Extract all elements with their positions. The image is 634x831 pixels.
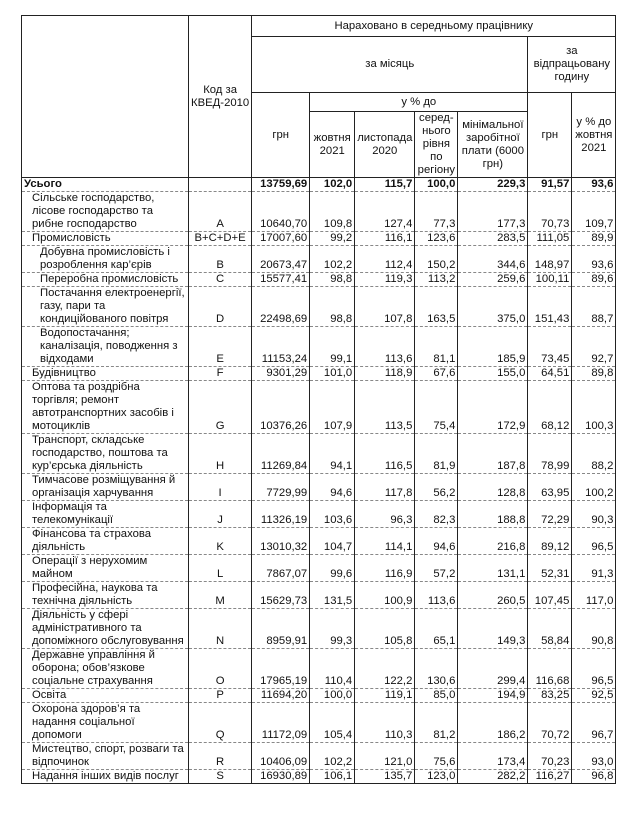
monthly-uah: 17965,19 [252,649,310,689]
hourly-uah: 100,11 [528,273,572,287]
industry-name: Будівництво [22,367,189,381]
header-oct-2021: жовтня 2021 [310,112,355,178]
pct-oct-2021: 110,4 [310,649,355,689]
pct-oct-2021: 105,4 [310,703,355,743]
industry-name: Професійна, наукова та технічна діяльність [22,582,189,609]
hourly-pct-oct-2021: 90,8 [572,609,616,649]
monthly-uah: 10376,26 [252,381,310,434]
hourly-pct-oct-2021: 89,8 [572,367,616,381]
hourly-uah: 70,73 [528,192,572,232]
pct-regional-avg: 75,4 [415,381,458,434]
pct-min-wage: 282,2 [458,770,528,784]
pct-regional-avg: 123,0 [415,770,458,784]
hourly-uah: 107,45 [528,582,572,609]
pct-regional-avg: 94,6 [415,528,458,555]
industry-name: Переробна промисловість [22,273,189,287]
table-row [22,232,616,246]
pct-nov-2020: 113,5 [355,381,415,434]
kved-code: J [189,501,252,528]
table-row [22,689,616,703]
pct-regional-avg: 77,3 [415,192,458,232]
kved-code: B+C+D+E [189,232,252,246]
pct-nov-2020: 107,8 [355,287,415,327]
table-row [22,381,616,434]
pct-min-wage: 149,3 [458,609,528,649]
industry-name: Державне управління й оборона; обов’язкове соціальне страхування [22,649,189,689]
pct-nov-2020: 115,7 [355,178,415,192]
hourly-uah: 72,29 [528,501,572,528]
pct-oct-2021: 100,0 [310,689,355,703]
pct-nov-2020: 117,8 [355,474,415,501]
header-pct-to: у % до [310,93,528,112]
header-uah: грн [252,93,310,178]
pct-min-wage: 375,0 [458,287,528,327]
header-hour-pct: у % до жовтня 2021 [572,93,616,178]
table-row [22,273,616,287]
pct-regional-avg: 85,0 [415,689,458,703]
hourly-uah: 70,72 [528,703,572,743]
industry-name: Інформація та телекомунікації [22,501,189,528]
pct-oct-2021: 101,0 [310,367,355,381]
hourly-uah: 111,05 [528,232,572,246]
pct-nov-2020: 127,4 [355,192,415,232]
kved-code: M [189,582,252,609]
hourly-uah: 58,84 [528,609,572,649]
pct-regional-avg: 100,0 [415,178,458,192]
hourly-pct-oct-2021: 90,3 [572,501,616,528]
header-code: Код за КВЕД-2010 [189,16,252,178]
pct-nov-2020: 119,1 [355,689,415,703]
pct-min-wage: 260,5 [458,582,528,609]
header-per-hour: за відпрацьовану годину [528,37,616,93]
table-row [22,555,616,582]
industry-name: Мистецтво, спорт, розваги та відпочинок [22,743,189,770]
pct-regional-avg: 81,9 [415,434,458,474]
pct-min-wage: 172,9 [458,381,528,434]
hourly-uah: 63,95 [528,474,572,501]
kved-code: K [189,528,252,555]
hourly-pct-oct-2021: 88,7 [572,287,616,327]
pct-oct-2021: 102,0 [310,178,355,192]
hourly-pct-oct-2021: 117,0 [572,582,616,609]
kved-code: F [189,367,252,381]
pct-min-wage: 173,4 [458,743,528,770]
table-row [22,367,616,381]
hourly-pct-oct-2021: 93,6 [572,246,616,273]
pct-nov-2020: 116,5 [355,434,415,474]
pct-nov-2020: 135,7 [355,770,415,784]
monthly-uah: 16930,89 [252,770,310,784]
table-row [22,528,616,555]
monthly-uah: 20673,47 [252,246,310,273]
pct-nov-2020: 113,6 [355,327,415,367]
pct-regional-avg: 75,6 [415,743,458,770]
pct-oct-2021: 99,2 [310,232,355,246]
hourly-uah: 116,68 [528,649,572,689]
pct-oct-2021: 99,1 [310,327,355,367]
pct-nov-2020: 116,1 [355,232,415,246]
pct-min-wage: 229,3 [458,178,528,192]
hourly-pct-oct-2021: 96,8 [572,770,616,784]
monthly-uah: 10406,09 [252,743,310,770]
header-hour-uah: грн [528,93,572,178]
table-row [22,434,616,474]
kved-code: R [189,743,252,770]
hourly-pct-oct-2021: 88,2 [572,434,616,474]
kved-code: I [189,474,252,501]
hourly-pct-oct-2021: 96,5 [572,528,616,555]
pct-regional-avg: 123,6 [415,232,458,246]
kved-code: C [189,273,252,287]
kved-code: L [189,555,252,582]
monthly-uah: 9301,29 [252,367,310,381]
industry-name: Операції з нерухомим майном [22,555,189,582]
pct-min-wage: 186,2 [458,703,528,743]
hourly-uah: 73,45 [528,327,572,367]
table-row [22,327,616,367]
pct-oct-2021: 99,6 [310,555,355,582]
industry-name: Добувна промисловість і розроблення кар’єрів [22,246,189,273]
hourly-uah: 70,23 [528,743,572,770]
industry-name: Постачання електроенергії, газу, пари та кондиційованого повітря [22,287,189,327]
monthly-uah: 11326,19 [252,501,310,528]
header-per-month: за місяць [252,37,528,93]
pct-min-wage: 155,0 [458,367,528,381]
hourly-uah: 52,31 [528,555,572,582]
hourly-uah: 68,12 [528,381,572,434]
header-top: Нараховано в середньому працівнику [252,16,616,37]
pct-min-wage: 128,8 [458,474,528,501]
pct-regional-avg: 56,2 [415,474,458,501]
monthly-uah: 7867,07 [252,555,310,582]
pct-nov-2020: 118,9 [355,367,415,381]
pct-nov-2020: 105,8 [355,609,415,649]
hourly-pct-oct-2021: 91,3 [572,555,616,582]
monthly-uah: 7729,99 [252,474,310,501]
kved-code: N [189,609,252,649]
pct-regional-avg: 163,5 [415,287,458,327]
monthly-uah: 15577,41 [252,273,310,287]
industry-name: Надання інших видів послуг [22,770,189,784]
kved-code: Q [189,703,252,743]
hourly-pct-oct-2021: 89,6 [572,273,616,287]
hourly-pct-oct-2021: 96,7 [572,703,616,743]
monthly-uah: 11269,84 [252,434,310,474]
table-row [22,501,616,528]
pct-oct-2021: 102,2 [310,246,355,273]
pct-min-wage: 216,8 [458,528,528,555]
pct-min-wage: 188,8 [458,501,528,528]
table-row [22,703,616,743]
pct-regional-avg: 65,1 [415,609,458,649]
hourly-pct-oct-2021: 93,6 [572,178,616,192]
kved-code: D [189,287,252,327]
pct-min-wage: 177,3 [458,192,528,232]
industry-name: Промисловість [22,232,189,246]
industry-name: Транспорт, складське господарство, поштова та кур’єрська діяльність [22,434,189,474]
pct-oct-2021: 131,5 [310,582,355,609]
monthly-uah: 11172,09 [252,703,310,743]
pct-regional-avg: 67,6 [415,367,458,381]
table-row [22,649,616,689]
pct-nov-2020: 122,2 [355,649,415,689]
table-row [22,192,616,232]
pct-min-wage: 259,6 [458,273,528,287]
hourly-pct-oct-2021: 100,2 [572,474,616,501]
pct-oct-2021: 99,3 [310,609,355,649]
kved-code: S [189,770,252,784]
monthly-uah: 11153,24 [252,327,310,367]
pct-regional-avg: 82,3 [415,501,458,528]
pct-min-wage: 344,6 [458,246,528,273]
pct-regional-avg: 113,6 [415,582,458,609]
header-industry [22,16,189,178]
hourly-uah: 116,27 [528,770,572,784]
pct-min-wage: 131,1 [458,555,528,582]
header-regional-avg: серед-нього рівня по регіону [415,112,458,178]
monthly-uah: 10640,70 [252,192,310,232]
hourly-uah: 89,12 [528,528,572,555]
pct-oct-2021: 106,1 [310,770,355,784]
pct-oct-2021: 107,9 [310,381,355,434]
kved-code: E [189,327,252,367]
industry-name: Охорона здоров’я та надання соціальної допомоги [22,703,189,743]
table-row [22,287,616,327]
pct-min-wage: 283,5 [458,232,528,246]
industry-name: Освіта [22,689,189,703]
pct-nov-2020: 110,3 [355,703,415,743]
kved-code: A [189,192,252,232]
pct-regional-avg: 113,2 [415,273,458,287]
pct-oct-2021: 102,2 [310,743,355,770]
hourly-pct-oct-2021: 92,7 [572,327,616,367]
industry-name: Сільське господарство, лісове господарство та рибне господарство [22,192,189,232]
hourly-uah: 148,97 [528,246,572,273]
pct-oct-2021: 109,8 [310,192,355,232]
monthly-uah: 17007,60 [252,232,310,246]
pct-min-wage: 187,8 [458,434,528,474]
hourly-uah: 83,25 [528,689,572,703]
pct-nov-2020: 96,3 [355,501,415,528]
hourly-uah: 91,57 [528,178,572,192]
table-row [22,582,616,609]
hourly-pct-oct-2021: 93,0 [572,743,616,770]
monthly-uah: 22498,69 [252,287,310,327]
monthly-uah: 13759,69 [252,178,310,192]
monthly-uah: 8959,91 [252,609,310,649]
pct-nov-2020: 119,3 [355,273,415,287]
pct-nov-2020: 116,9 [355,555,415,582]
pct-regional-avg: 130,6 [415,649,458,689]
hourly-uah: 151,43 [528,287,572,327]
total-row [22,178,616,192]
pct-regional-avg: 81,2 [415,703,458,743]
industry-name: Фінансова та страхова діяльність [22,528,189,555]
monthly-uah: 15629,73 [252,582,310,609]
pct-regional-avg: 57,2 [415,555,458,582]
kved-code: P [189,689,252,703]
hourly-pct-oct-2021: 109,7 [572,192,616,232]
kved-code: O [189,649,252,689]
kved-code: B [189,246,252,273]
monthly-uah: 11694,20 [252,689,310,703]
pct-oct-2021: 103,6 [310,501,355,528]
hourly-pct-oct-2021: 96,5 [572,649,616,689]
hourly-pct-oct-2021: 89,9 [572,232,616,246]
pct-nov-2020: 114,1 [355,528,415,555]
pct-regional-avg: 150,2 [415,246,458,273]
monthly-uah: 13010,32 [252,528,310,555]
hourly-uah: 78,99 [528,434,572,474]
industry-name: Усього [22,178,189,192]
pct-min-wage: 185,9 [458,327,528,367]
wage-table [21,15,616,784]
industry-name: Оптова та роздрібна торгівля; ремонт автотранспортних засобів і мотоциклів [22,381,189,434]
pct-min-wage: 299,4 [458,649,528,689]
kved-code [189,178,252,192]
header-nov-2020: листопада 2020 [355,112,415,178]
table-row [22,246,616,273]
table-row [22,743,616,770]
kved-code: G [189,381,252,434]
pct-min-wage: 194,9 [458,689,528,703]
industry-name: Водопостачання; каналізація, поводження з відходами [22,327,189,367]
hourly-pct-oct-2021: 92,5 [572,689,616,703]
pct-oct-2021: 98,8 [310,273,355,287]
table-row [22,609,616,649]
table-row [22,474,616,501]
pct-oct-2021: 104,7 [310,528,355,555]
pct-oct-2021: 94,1 [310,434,355,474]
table-row [22,770,616,784]
pct-regional-avg: 81,1 [415,327,458,367]
hourly-uah: 64,51 [528,367,572,381]
header-min-wage: мінімальної заробітної плати (6000 грн) [458,112,528,178]
pct-nov-2020: 112,4 [355,246,415,273]
pct-oct-2021: 98,8 [310,287,355,327]
industry-name: Тимчасове розміщування й організація харчування [22,474,189,501]
pct-nov-2020: 121,0 [355,743,415,770]
industry-name: Діяльність у сфері адміністративного та допоміжного обслуговування [22,609,189,649]
pct-nov-2020: 100,9 [355,582,415,609]
kved-code: H [189,434,252,474]
hourly-pct-oct-2021: 100,3 [572,381,616,434]
pct-oct-2021: 94,6 [310,474,355,501]
